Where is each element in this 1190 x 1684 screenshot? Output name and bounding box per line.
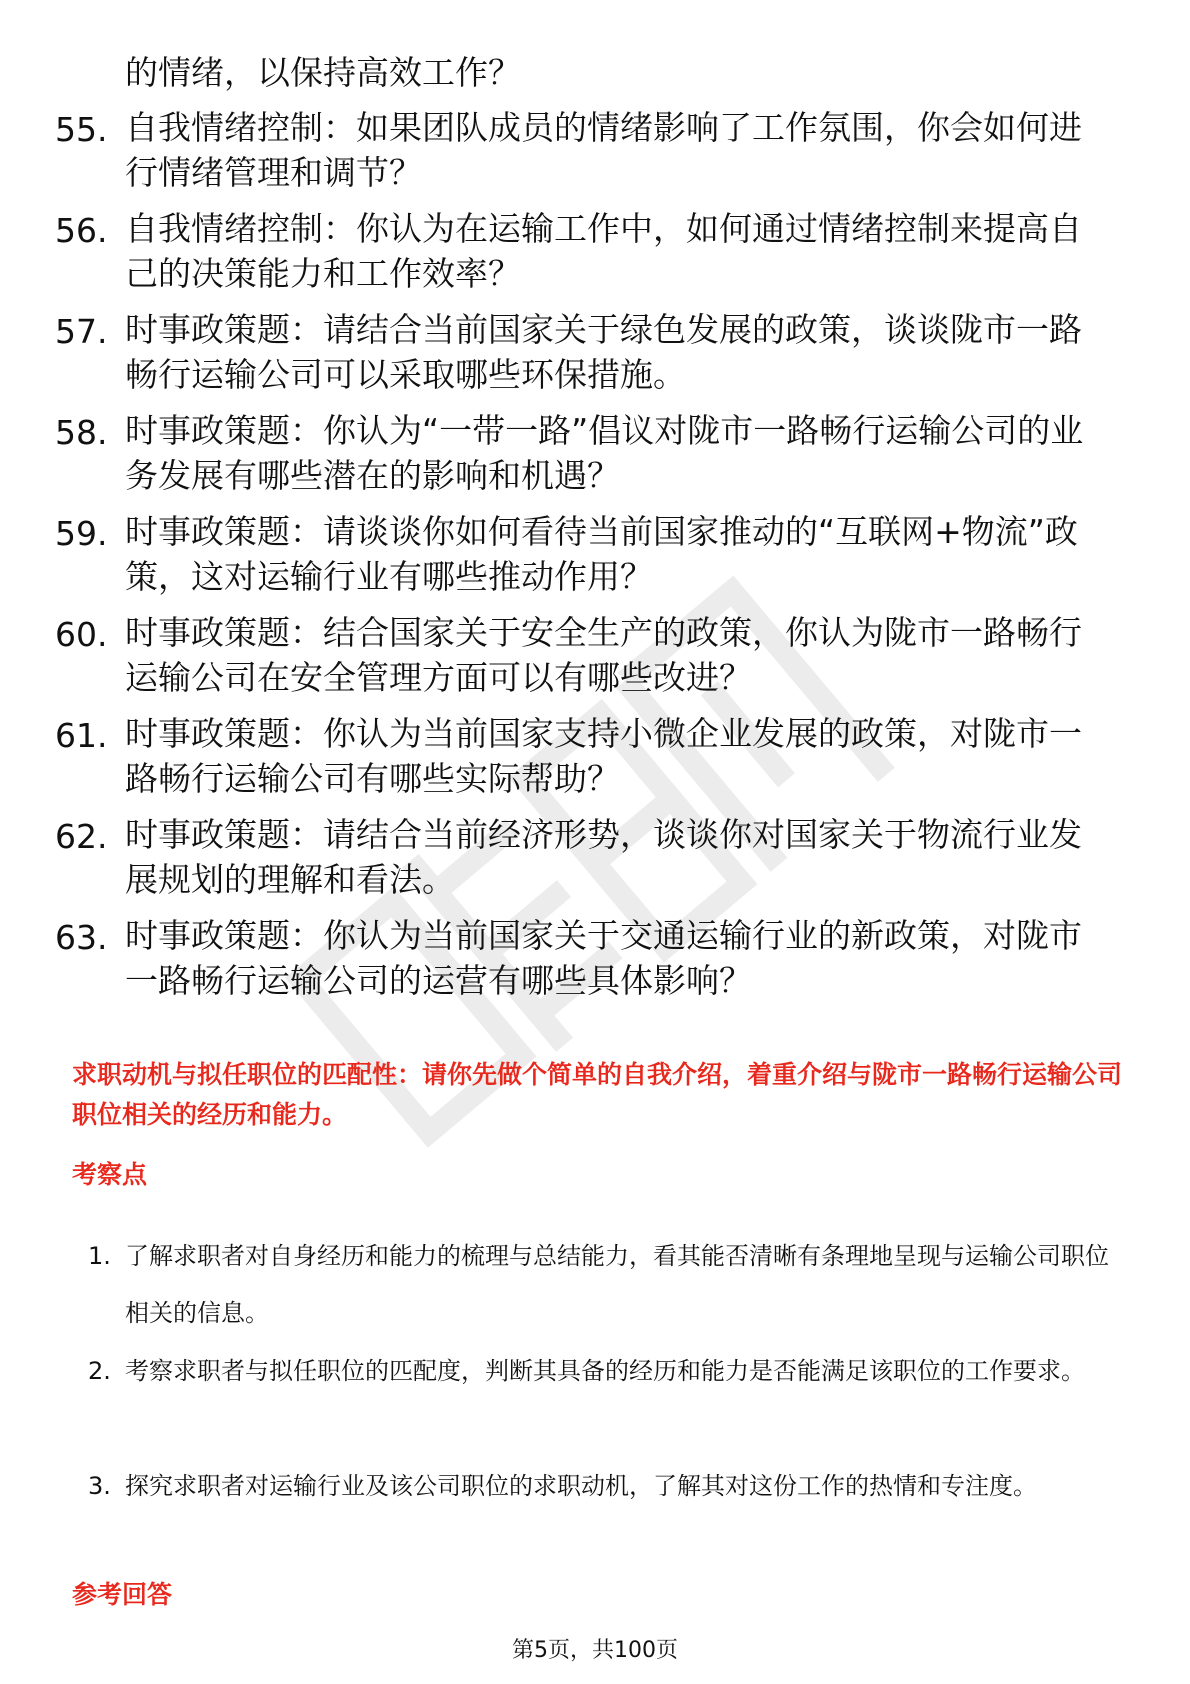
question-number: 63.	[55, 918, 108, 957]
question-number: 60.	[55, 615, 108, 654]
question-text: 时事政策题：你认为当前国家支持小微企业发展的政策，对陇市一路畅行运输公司有哪些实际帮助？	[125, 714, 1082, 798]
assessment-points-list	[0, 1228, 1190, 1573]
assessment-point-text: 探究求职者对运输行业及该公司职位的求职动机，了解其对这份工作的热情和专注度。	[125, 1472, 1037, 1500]
question-text: 时事政策题：你认为“一带一路”倡议对陇市一路畅行运输公司的业务发展有哪些潜在的影响和机遇？	[125, 411, 1084, 495]
assessment-point-text: 考察求职者与拟任职位的匹配度，判断其具备的经历和能力是否能满足该职位的工作要求。	[125, 1357, 1085, 1385]
question-text: 时事政策题：你认为当前国家关于交通运输行业的新政策，对陇市一路畅行运输公司的运营有哪些具体影响？	[125, 916, 1082, 1000]
assessment-label: 考察点	[72, 1160, 148, 1189]
question-number: 61.	[55, 716, 108, 755]
assessment-point-number: 2.	[88, 1357, 111, 1385]
question-number: 62.	[55, 817, 108, 856]
question-item	[0, 100, 1190, 201]
question-text: 时事政策题：请结合当前国家关于绿色发展的政策，谈谈陇市一路畅行运输公司可以采取哪些环保措施。	[125, 310, 1082, 394]
question-number: 56.	[55, 211, 108, 250]
continuation-text: 的情绪，以保持高效工作？	[125, 53, 521, 92]
question-text: 时事政策题：结合国家关于安全生产的政策，你认为陇市一路畅行运输公司在安全管理方面可以有哪些改进？	[125, 613, 1082, 697]
question-number: 55.	[55, 110, 108, 149]
question-item	[0, 807, 1190, 908]
assessment-point-text: 了解求职者对自身经历和能力的梳理与总结能力，看其能否清晰有条理地呈现与运输公司职位相关的信息。	[125, 1242, 1109, 1327]
question-number: 59.	[55, 514, 108, 553]
question-number: 57.	[55, 312, 108, 351]
question-text: 自我情绪控制：如果团队成员的情绪影响了工作氛围，你会如何进行情绪管理和调节？	[125, 108, 1082, 192]
question-text: 时事政策题：请谈谈你如何看待当前国家推动的“互联网+物流”政策，这对运输行业有哪些推动作用？	[125, 512, 1078, 596]
assessment-point	[0, 1228, 1190, 1343]
question-number: 58.	[55, 413, 108, 452]
question-item	[0, 403, 1190, 504]
reference-answer-label: 参考回答	[72, 1580, 173, 1609]
question-item	[0, 908, 1190, 1009]
question-item	[0, 302, 1190, 403]
question-item	[0, 706, 1190, 807]
assessment-point-number: 1.	[88, 1242, 111, 1270]
question-item	[0, 504, 1190, 605]
page-footer: 第5页，共100页	[512, 1638, 678, 1663]
section-heading: 求职动机与拟任职位的匹配性：请你先做个简单的自我介绍，着重介绍与陇市一路畅行运输公司职位相关的经历和能力。	[72, 1060, 1123, 1129]
assessment-point	[0, 1458, 1190, 1573]
assessment-point	[0, 1343, 1190, 1458]
question-list	[0, 100, 1190, 1009]
question-text: 自我情绪控制：你认为在运输工作中，如何通过情绪控制来提高自己的决策能力和工作效率？	[125, 209, 1082, 293]
question-item	[0, 605, 1190, 706]
assessment-point-number: 3.	[88, 1472, 111, 1500]
question-text: 时事政策题：请结合当前经济形势，谈谈你对国家关于物流行业发展规划的理解和看法。	[125, 815, 1082, 899]
question-item	[0, 201, 1190, 302]
